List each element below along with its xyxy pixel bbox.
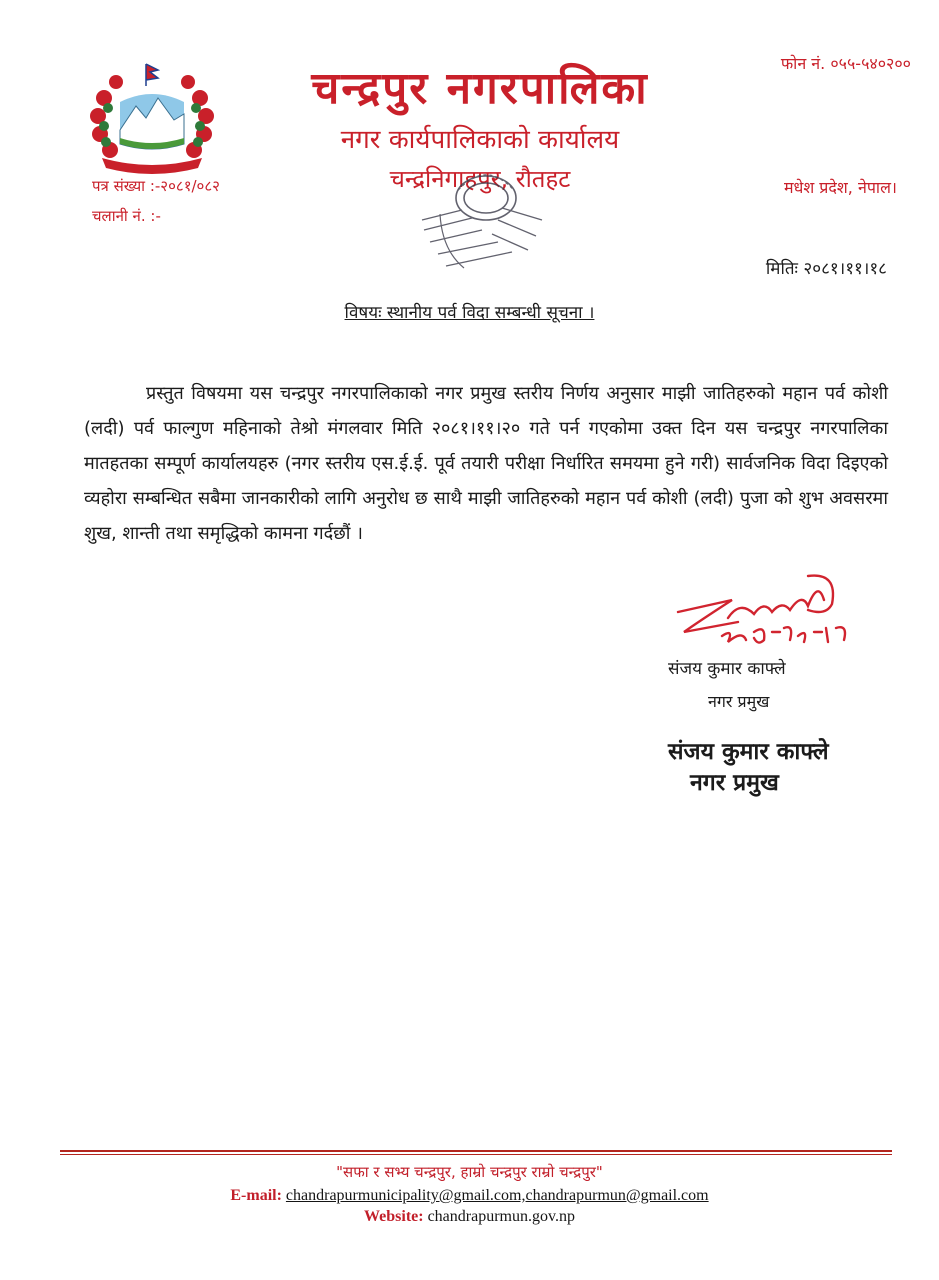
website-label: Website: <box>364 1208 424 1225</box>
reference-number: पत्र संख्या :-२०८१/०८२ <box>92 177 220 195</box>
phone-number: फोन नं. ०५५-५४०२०० <box>780 54 911 73</box>
footer-email-row <box>0 1187 939 1205</box>
letter-body: प्रस्तुत विषयमा यस चन्द्रपुर नगरपालिकाको नगर प्रमुख स्तरीय निर्णय अनुसार माझी जातिहरुको महान पर्व कोशी (लदी) पर्व फाल्गुण महिनाको तेश्रो मंगलवार मिति २०८१।११।२० गते पर्न गएकोमा उक्त दिन यस चन्द्रपुर नगरपालिका मातहतका सम्पूर्ण कार्यालयहरु (नगर स्तरीय एस.ई.ई. पूर्व तयारी परीक्षा निर्धारित समयमा हुने गरी) सार्वजनिक विदा दिइएको व्यहोरा सम्बन्धित सबैमा जानकारीको लागि अनुरोध छ साथै माझी जातिहरुको महान पर्व कोशी (लदी) पुजा को शुभ अवसरमा शुख, शान्ती तथा समृद्धिको कामना गर्दछौं । <box>84 383 888 544</box>
signer-name-stamp: संजय कुमार काफ्ले <box>668 739 829 765</box>
office-seal-stamp <box>402 150 562 280</box>
office-address: चन्द्रनिगाहपुर, रौतहट <box>389 165 571 193</box>
footer-website-row <box>0 1208 939 1226</box>
signer-title: नगर प्रमुख <box>708 692 770 711</box>
footer-divider-thin <box>60 1154 892 1155</box>
letter-date: मितिः २०८१।११।१८ <box>765 259 887 279</box>
dispatch-number: चलानी नं. :- <box>92 207 161 225</box>
email-link[interactable]: chandrapurmunicipality@gmail.com,chandrapurmun@gmail.com <box>285 1187 709 1204</box>
footer-slogan: "सफा र सभ्य चन्द्रपुर, हाम्रो चन्द्रपुर राम्रो चन्द्रपुर" <box>336 1163 603 1181</box>
letter-subject: विषयः स्थानीय पर्व विदा सम्बन्धी सूचना । <box>344 303 595 323</box>
website-link[interactable]: chandrapurmun.gov.np <box>427 1208 575 1225</box>
office-name: नगर कार्यपालिकाको कार्यालय <box>340 125 620 155</box>
footer-divider <box>60 1150 892 1152</box>
email-label: E-mail: <box>230 1187 282 1204</box>
nepal-coat-of-arms-icon <box>86 58 218 176</box>
org-name: चन्द्रपुर नगरपालिका <box>311 63 649 114</box>
province-address: मधेश प्रदेश, नेपाल। <box>783 178 897 197</box>
signer-title-stamp: नगर प्रमुख <box>690 770 779 796</box>
signer-name: संजय कुमार काफ्ले <box>668 659 786 679</box>
